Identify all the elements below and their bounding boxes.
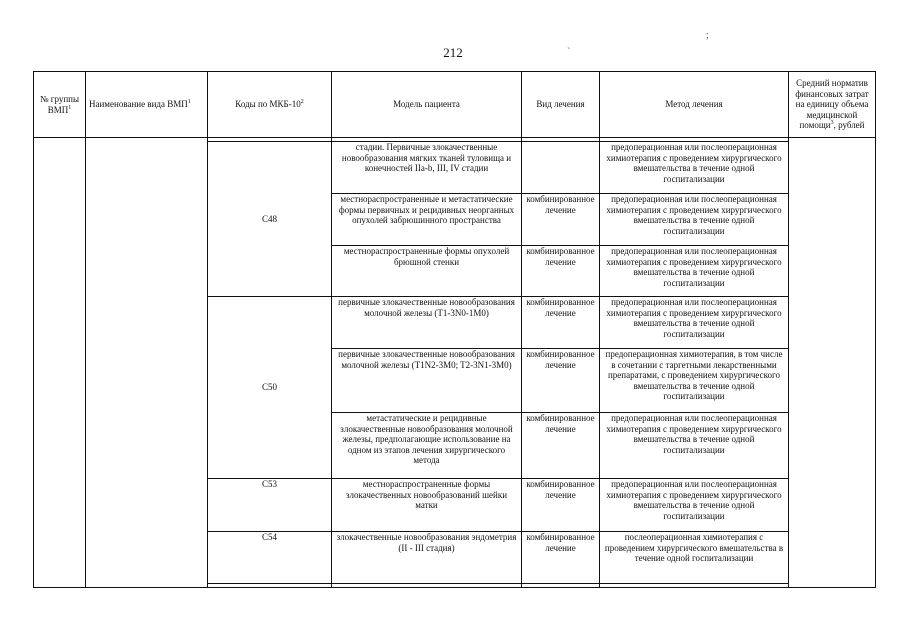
patient-model-cell: местнораспространенные формы злокачественных новообразований шейки матки [332, 479, 522, 532]
header-treatment-method: Метод лечения [600, 72, 789, 138]
treatment-method-cell: послеоперационная химиотерапия с проведением хирургического вмешательства в течение одной госпитализации [600, 532, 789, 584]
treatment-type-cell: комбинированное лечение [522, 349, 600, 413]
group-number-cell [34, 138, 86, 588]
scan-mark: ; [706, 30, 709, 41]
treatment-type-cell: комбинированное лечение [522, 246, 600, 297]
patient-model-cell: стадии. Первичные злокачественные новообразования мягких тканей туловища и конечностей IIa-b, III, IV стадии [332, 142, 522, 194]
page-number: 212 [443, 45, 463, 60]
icd-code-cell: C53 [208, 479, 332, 532]
patient-model-cell: местнораспространенные и метастатические формы первичных и рецидивных неорганных опухолей забрюшинного пространства [332, 194, 522, 246]
treatment-method-cell: предоперационная или послеоперационная химиотерапия с проведением хирургического вмешательства в течение одной госпитализации [600, 297, 789, 349]
treatment-type-cell: комбинированное лечение [522, 479, 600, 532]
patient-model-cell: первичные злокачественные новообразования молочной железы (T1-3N0-1M0) [332, 297, 522, 349]
treatment-type-cell: комбинированное лечение [522, 413, 600, 479]
treatment-method-cell: предоперационная или послеоперационная химиотерапия с проведением хирургического вмешательства в течение одной госпитализации [600, 142, 789, 194]
icd-code-cell: C48 [208, 142, 332, 297]
scan-mark: ` [567, 47, 571, 58]
patient-model-cell: злокачественные новообразования эндометрия (II - III стадия) [332, 532, 522, 584]
icd-code-cell: C50 [208, 297, 332, 479]
treatment-type-cell: комбинированное лечение [522, 532, 600, 584]
header-vmp-name: Наименование вида ВМП$^1$ [86, 72, 208, 138]
patient-model-cell: метастатические и рецидивные злокачественные новообразования молочной железы, предполагающие использование на одном из этапов лечения хирургического метода [332, 413, 522, 479]
header-patient-model: Модель пациента [332, 72, 522, 138]
treatment-type-cell [522, 142, 600, 194]
patient-model-cell: первичные злокачественные новообразования молочной железы (T1N2-3M0; T2-3N1-3M0) [332, 349, 522, 413]
icd-code-cell: C54 [208, 532, 332, 584]
header-group-number: № группы ВМП$^1$ [34, 72, 86, 138]
treatment-method-cell: предоперационная химиотерапия, в том числе в сочетании с таргетными лекарственными препаратами, с проведением хирургического вмешательства в течение одной госпитализации [600, 349, 789, 413]
treatment-type-cell: комбинированное лечение [522, 194, 600, 246]
treatment-method-cell: предоперационная или послеоперационная химиотерапия с проведением хирургического вмешательства в течение одной госпитализации [600, 479, 789, 532]
treatment-type-cell: комбинированное лечение [522, 297, 600, 349]
patient-model-cell: местнораспространенные формы опухолей брюшной стенки [332, 246, 522, 297]
vmp-name-cell [86, 138, 208, 588]
table-header-row [34, 72, 876, 138]
header-treatment-type: Вид лечения [522, 72, 600, 138]
treatment-method-cell: предоперационная или послеоперационная химиотерапия с проведением хирургического вмешательства в течение одной госпитализации [600, 246, 789, 297]
treatment-method-cell: предоперационная или послеоперационная химиотерапия с проведением хирургического вмешательства в течение одной госпитализации [600, 413, 789, 479]
header-icd-codes: Коды по МКБ-$10^2$ [208, 72, 332, 138]
header-financial-norm: Средний норматив финансовых затрат на единицу объема медицинской помощи$^3$, рублей [789, 72, 876, 138]
treatment-method-cell: предоперационная или послеоперационная химиотерапия с проведением хирургического вмешательства в течение одной госпитализации [600, 194, 789, 246]
vmp-table [33, 71, 876, 588]
financial-norm-cell [789, 138, 876, 588]
